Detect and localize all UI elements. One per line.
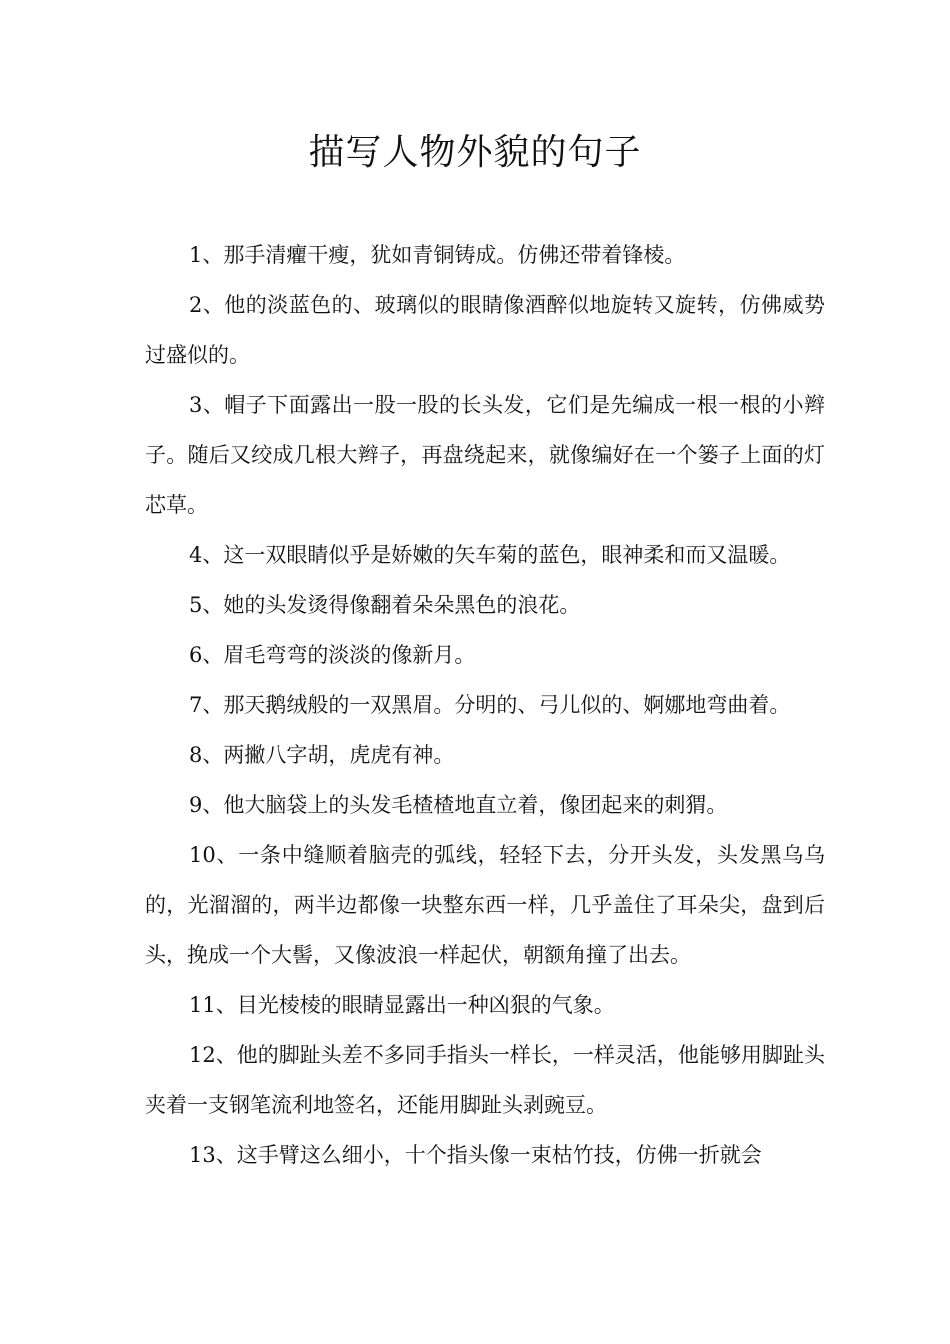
paragraph-1: 1、那手清癯干瘦，犹如青铜铸成。仿佛还带着锋棱。	[189, 243, 686, 267]
page-title: 描写人物外貌的句子	[308, 132, 642, 173]
paragraph-2: 2、他的淡蓝色的、玻璃似的眼睛像酒醉似地旋转又旋转，仿佛威势过盛似的。	[145, 293, 825, 367]
paragraph-5: 5、她的头发烫得像翻着朵朵黑色的浪花。	[189, 593, 581, 617]
paragraph-3: 3、帽子下面露出一股一股的长头发，它们是先编成一根一根的小辫子。随后又绞成几根大辫子，再盘绕起来，就像编好在一个篓子上面的灯芯草。	[145, 393, 825, 517]
paragraph-11: 11、目光棱棱的眼睛显露出一种凶狠的气象。	[189, 993, 615, 1017]
paragraph-8: 8、两撇八字胡，虎虎有神。	[189, 743, 455, 767]
document-body	[145, 230, 825, 1180]
paragraph-12: 12、他的脚趾头差不多同手指头一样长，一样灵活，他能够用脚趾头夹着一支钢笔流利地签名，还能用脚趾头剥豌豆。	[145, 1043, 825, 1117]
paragraph-13: 13、这手臂这么细小，十个指头像一束枯竹技，仿佛一折就会	[189, 1143, 762, 1167]
paragraph-4: 4、这一双眼睛似乎是娇嫩的矢车菊的蓝色，眼神柔和而又温暖。	[189, 543, 791, 567]
paragraph-6: 6、眉毛弯弯的淡淡的像新月。	[189, 643, 476, 667]
paragraph-9: 9、他大脑袋上的头发毛楂楂地直立着，像团起来的刺猬。	[189, 793, 728, 817]
paragraph-10: 10、一条中缝顺着脑壳的弧线，轻轻下去，分开头发，头发黑乌乌的，光溜溜的，两半边都像一块整东西一样，几乎盖住了耳朵尖，盘到后头，挽成一个大髻，又像波浪一样起伏，朝额角撞了出去。	[145, 843, 825, 967]
paragraph-7: 7、那天鹅绒般的一双黑眉。分明的、弓儿似的、婀娜地弯曲着。	[189, 693, 791, 717]
